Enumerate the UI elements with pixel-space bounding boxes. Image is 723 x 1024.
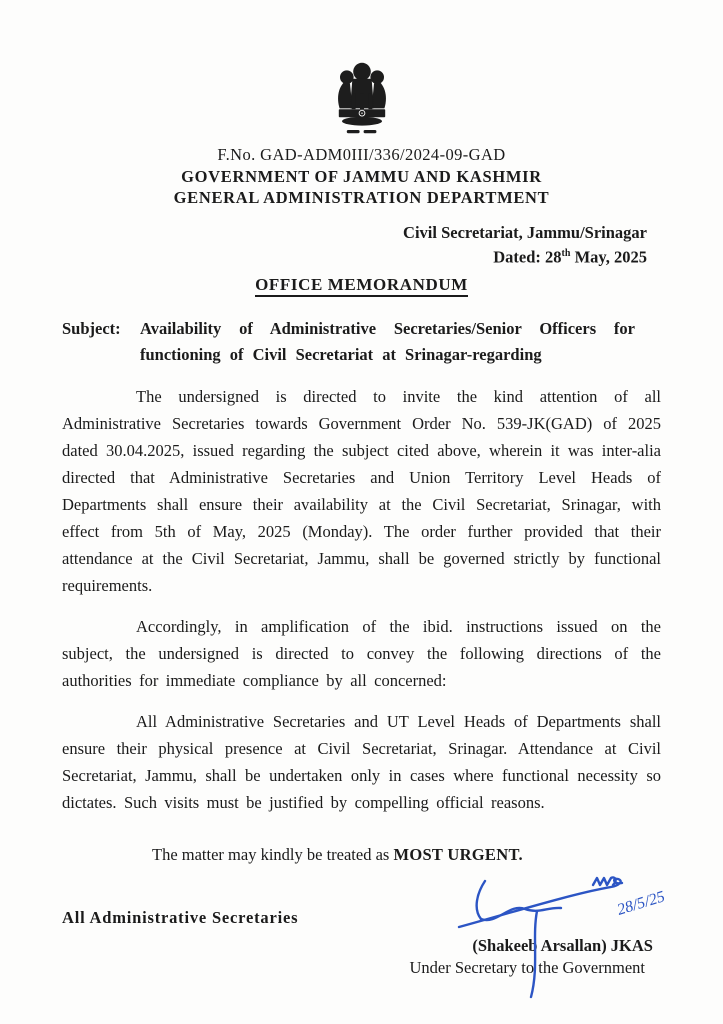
urgent-text: MOST URGENT. bbox=[393, 844, 523, 864]
signature-block bbox=[62, 879, 667, 989]
memo-title-row bbox=[62, 275, 661, 295]
body-paragraph-2: Accordingly, in amplification of the ibid. instructions issued on the subject, the undersigned is directed to convey the following directions of the authorities for immediate compliance by all concerned: bbox=[62, 616, 661, 690]
subject-text: Availability of Administrative Secretaries/Senior Officers for functioning of Civil Secretariat at Srinagar-regarding bbox=[140, 318, 635, 364]
handwritten-date: 28/5/25 bbox=[615, 887, 667, 919]
emblem-container bbox=[62, 58, 661, 138]
place-line: Civil Secretariat, Jammu/Srinagar bbox=[403, 223, 647, 242]
date-ordinal: th bbox=[561, 248, 571, 259]
india-national-emblem-icon bbox=[325, 58, 399, 138]
place-date-block bbox=[62, 222, 661, 268]
body-paragraph-3: All Administrative Secretaries and UT Level Heads of Departments shall ensure their physical presence at Civil Secretariat, Srinagar. Attendance at Civil Secretariat, Jammu, shall be undertaken only in cases where functional necessity so dictates. Such visits must be justified by compelling official reasons. bbox=[62, 711, 661, 812]
signatory-designation: Under Secretary to the Government bbox=[409, 957, 645, 977]
date-line bbox=[62, 243, 647, 268]
date-suffix: May, 2025 bbox=[570, 247, 647, 267]
department-line-2: GENERAL ADMINISTRATION DEPARTMENT bbox=[173, 188, 550, 207]
memo-title: OFFICE MEMORANDUM bbox=[255, 275, 468, 297]
urgent-prefix: The matter may kindly be treated as bbox=[152, 844, 394, 864]
body-paragraph-1: The undersigned is directed to invite the kind attention of all Administrative Secretaries towards Government Order No. 539-JK(GAD) of 2025 dated 30.04.2025, issued regarding the subject cited above, wherein it was inter-alia directed that Administrative Secretaries and Union Territory Level Heads of Departments shall ensure their availability at the Civil Secretariat, Srinagar, with effect from 5th of May, 2025 (Monday). The order further provided that their attendance at the Civil Secretariat, Jammu, shall be governed strictly by functional requirements. bbox=[62, 386, 661, 595]
subject-row bbox=[62, 316, 661, 368]
department-line-1: GOVERNMENT OF JAMMU AND KASHMIR bbox=[181, 167, 542, 186]
subject-label: Subject: bbox=[62, 318, 121, 338]
date-prefix: Dated: 28 bbox=[493, 247, 562, 267]
urgent-line bbox=[152, 843, 661, 867]
file-number: F.No. GAD-ADM0III/336/2024-09-GAD bbox=[217, 145, 506, 164]
addressee-line: All Administrative Secretaries bbox=[62, 908, 299, 927]
signatory-name: (Shakeeb Arsallan) JKAS bbox=[472, 935, 653, 955]
